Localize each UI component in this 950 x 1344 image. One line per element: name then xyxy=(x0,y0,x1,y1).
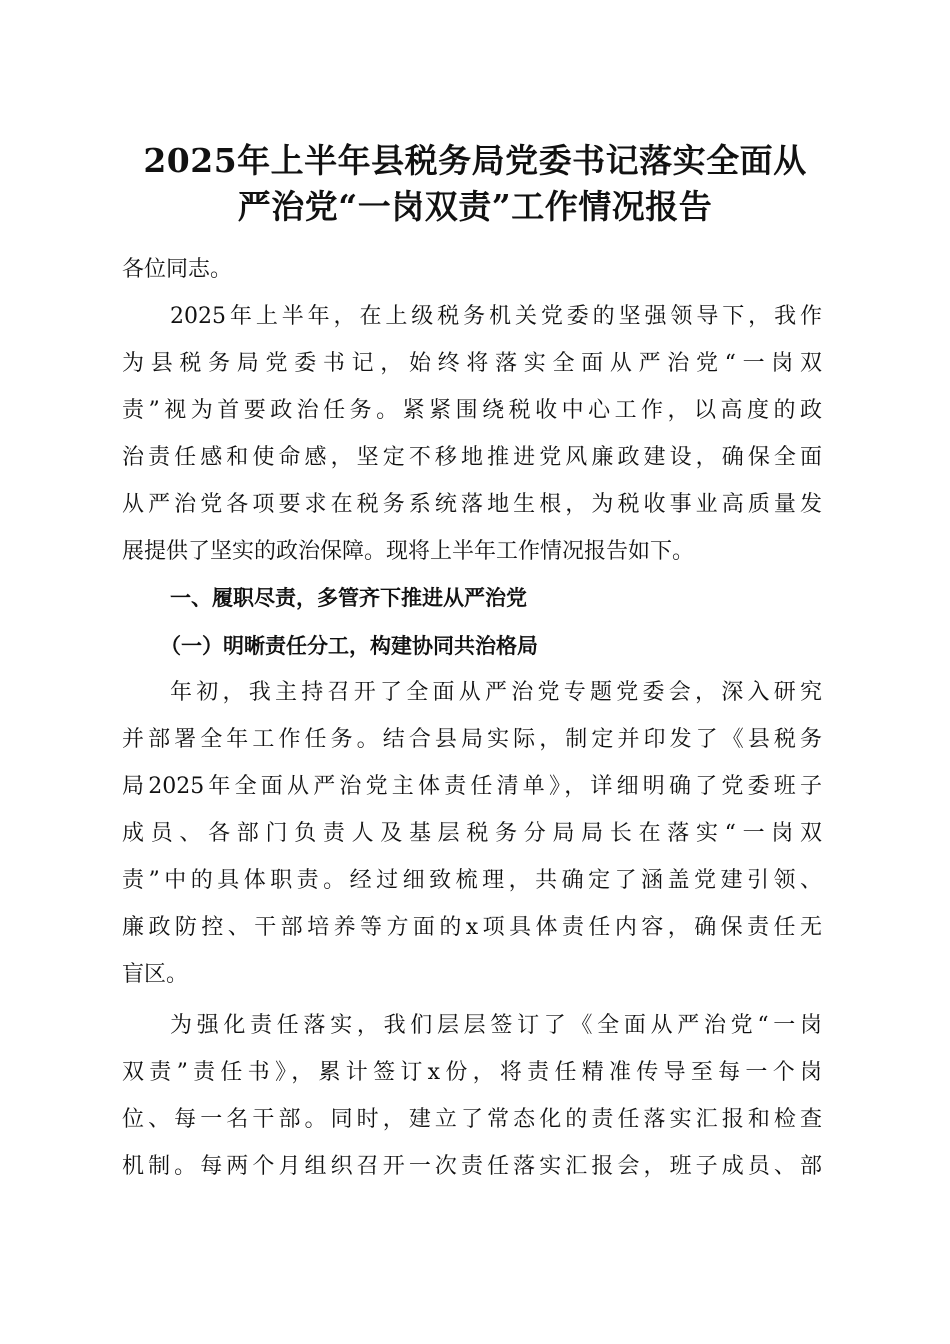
paragraph-line: 局2025年全面从严治党主体责任清单》，详细明确了党委班子 xyxy=(122,774,822,799)
paragraph-intro xyxy=(122,293,822,575)
paragraph-line: 从严治党各项要求在税务系统落地生根，为税收事业高质量发 xyxy=(122,492,822,517)
paragraph-line: 位、每一名干部。同时，建立了常态化的责任落实汇报和检查 xyxy=(122,1107,822,1132)
title-line-1: 2025年上半年县税务局党委书记落实全面从 xyxy=(143,141,807,180)
title-line-2: 严治党“一岗双责”工作情况报告 xyxy=(237,187,713,226)
document-body xyxy=(122,246,822,1190)
paragraph-line: 年初，我主持召开了全面从严治党专题党委会，深入研究 xyxy=(170,680,822,705)
paragraph-line: 廉政防控、干部培养等方面的x项具体责任内容，确保责任无 xyxy=(122,915,822,940)
paragraph-line: 2025年上半年，在上级税务机关党委的坚强领导下，我作 xyxy=(170,304,822,329)
paragraph-line: 盲区。 xyxy=(122,962,189,987)
salutation: 各位同志。 xyxy=(122,257,233,282)
paragraph-line: 成员、各部门负责人及基层税务分局局长在落实“一岗双 xyxy=(122,821,822,846)
section-heading-1: 一、履职尽责，多管齐下推进从严治党 xyxy=(170,586,527,610)
paragraph-responsibility xyxy=(122,669,822,998)
paragraph-line: 并部署全年工作任务。结合县局实际，制定并印发了《县税务 xyxy=(122,727,822,752)
paragraph-line: 治责任感和使命感，坚定不移地推进党风廉政建设，确保全面 xyxy=(122,445,822,470)
document-title xyxy=(110,138,840,230)
paragraph-line: 机制。每两个月组织召开一次责任落实汇报会，班子成员、部 xyxy=(122,1154,822,1179)
subsection-heading-1: （一）明晰责任分工，构建协同共治格局 xyxy=(160,633,538,658)
paragraph-line: 责”视为首要政治任务。紧紧围绕税收中心工作，以高度的政 xyxy=(122,398,822,423)
paragraph-line: 展提供了坚实的政治保障。现将上半年工作情况报告如下。 xyxy=(122,539,695,564)
paragraph-accountability xyxy=(122,1002,822,1190)
paragraph-line: 责”中的具体职责。经过细致梳理，共确定了涵盖党建引领、 xyxy=(122,868,822,893)
paragraph-line: 为县税务局党委书记，始终将落实全面从严治党“一岗双 xyxy=(122,351,822,376)
paragraph-line: 为强化责任落实，我们层层签订了《全面从严治党“一岗 xyxy=(170,1013,822,1038)
paragraph-line: 双责”责任书》，累计签订x份，将责任精准传导至每一个岗 xyxy=(122,1060,822,1085)
